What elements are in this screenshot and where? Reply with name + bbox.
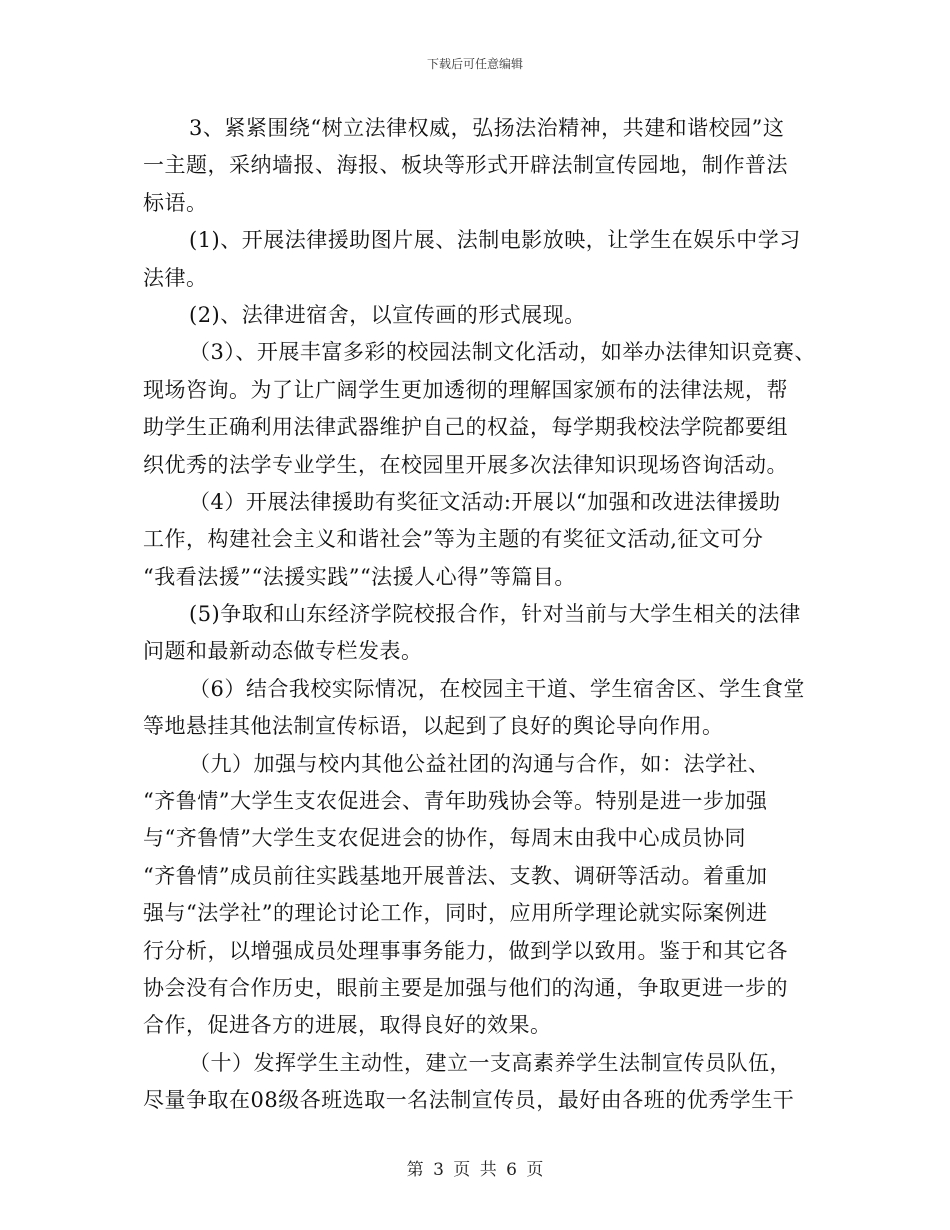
text-line: 现场咨询。为了让广阔学生更加透彻的理解国家颁布的法律法规，帮 <box>143 377 788 402</box>
text-line: （十）发挥学生主动性，建立一支高素养学生法制宣传员队伍， <box>189 1050 791 1075</box>
text-line: 3、紧紧围绕“树立法律权威，弘扬法治精神，共建和谐校园”这 <box>189 116 785 140</box>
page-header: 下载后可任意编辑 <box>426 57 523 71</box>
text-line: 问题和最新动态做专栏发表。 <box>143 639 423 664</box>
text-line: 织优秀的法学专业学生，在校园里开展多次法律知识现场咨询活动。 <box>143 452 788 477</box>
text-line: (1)、开展法律援助图片展、法制电影放映，让学生在娱乐中学习 <box>189 228 801 253</box>
text-line: (2)、法律进宿舍，以宣传画的形式展现。 <box>189 302 586 327</box>
text-line: 合作，促进各方的进展，取得良好的效果。 <box>143 1013 552 1038</box>
text-line: 与“齐鲁情”大学生支农促进会的协作，每周末由我中心成员协同 <box>143 826 746 851</box>
text-line: 一主题，采纳墙报、海报、板块等形式开辟法制宣传园地，制作普法 <box>143 153 788 178</box>
text-line: 强与“法学社”的理论讨论工作，同时，应用所学理论就实际案例进 <box>143 901 768 926</box>
text-line: 法律。 <box>143 265 208 290</box>
text-line: 协会没有合作历史，眼前主要是加强与他们的沟通，争取更进一步的 <box>143 975 788 1000</box>
document-body <box>143 110 816 1120</box>
text-line: 行分析，以增强成员处理事事务能力，做到学以致用。鉴于和其它各 <box>143 938 788 963</box>
text-line: (5)争取和山东经济学院校报合作，针对当前与大学生相关的法律 <box>189 602 801 627</box>
text-line: 等地悬挂其他法制宣传标语，以起到了良好的舆论导向作用。 <box>143 714 724 739</box>
text-line: “齐鲁情”成员前往实践基地开展普法、支教、调研等活动。着重加 <box>143 863 768 888</box>
text-line: （九）加强与校内其他公益社团的沟通与合作，如：法学社、 <box>189 751 770 776</box>
text-line: 标语。 <box>143 190 208 215</box>
text-line: （6）结合我校实际情况，在校园主干道、学生宿舍区、学生食堂 <box>189 676 805 701</box>
text-line: 尽量争取在08级各班选取一名法制宣传员，最好由各班的优秀学生干 <box>143 1088 795 1113</box>
text-line: 助学生正确利用法律武器维护自己的权益，每学期我校法学院都要组 <box>143 415 788 440</box>
text-line: （4）开展法律援助有奖征文活动:开展以“加强和改进法律援助 <box>189 489 781 514</box>
text-line: 工作，构建社会主义和谐社会”等为主题的有奖征文活动,征文可分 <box>143 527 764 552</box>
text-line: （3）、开展丰富多彩的校园法制文化活动，如举办法律知识竞赛、 <box>189 340 816 365</box>
text-line: “齐鲁情”大学生支农促进会、青年助残协会等。特别是进一步加强 <box>143 789 768 814</box>
text-line: “我看法援”“法援实践”“法援人心得”等篇目。 <box>143 564 576 589</box>
page-footer: 第 3 页 共 6 页 <box>406 1160 544 1180</box>
